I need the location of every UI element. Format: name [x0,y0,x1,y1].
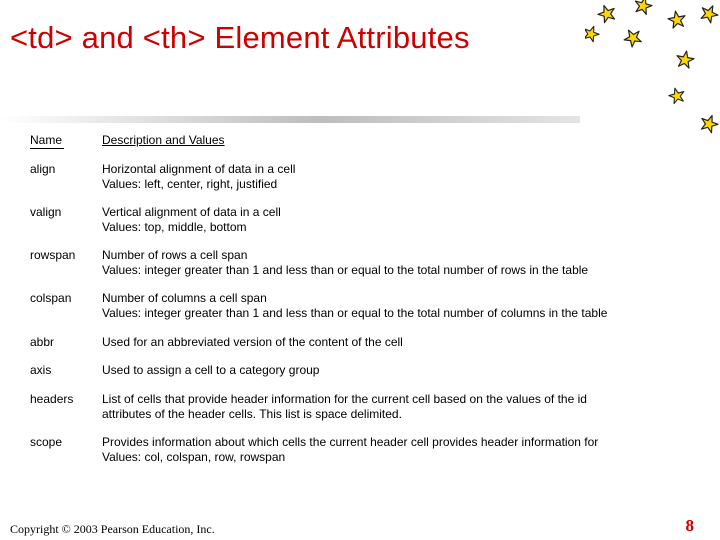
attr-description [102,248,702,277]
values-line: Values: col, colspan, row, rowspan [102,449,286,464]
attr-name: valign [30,205,62,219]
attr-description [102,392,702,421]
decorative-stars [585,0,720,150]
copyright-notice: Copyright © 2003 Pearson Education, Inc. [10,522,215,536]
attr-description [102,205,702,234]
star-icon [596,3,618,24]
values-line: Values: left, center, right, justified [102,176,278,191]
attr-name: align [30,162,56,176]
page-number: 8 [685,516,694,535]
description-line: Provides information about which cells the current header cell provides header information for [102,435,599,449]
attr-name: abbr [30,335,55,349]
attr-name: headers [30,392,74,406]
description-line: Number of columns a cell span [102,291,267,305]
star-icon [667,10,687,29]
description-line: Used for an abbreviated version of the content of the cell [102,335,403,349]
attr-description [102,435,702,464]
header-description: Description and Values [102,133,225,147]
description-line: attributes of the header cells. This list is space delimited. [102,406,402,421]
star-icon [585,24,601,43]
header-name: Name [30,133,63,147]
title-divider [0,116,580,123]
star-icon [675,50,695,69]
attr-description [102,363,702,378]
star-icon [667,86,686,104]
slide-title: <td> and <th> Element Attributes [10,20,470,55]
star-icon [698,113,720,134]
description-line: List of cells that provide header information for the current cell based on the values of the id [102,392,587,406]
attr-description [102,162,702,191]
description-line: Vertical alignment of data in a cell [102,205,281,219]
attr-description [102,291,702,320]
description-line: Used to assign a cell to a category group [102,363,320,377]
star-icon [633,0,654,15]
attr-name: rowspan [30,248,76,262]
attr-description [102,335,702,350]
description-line: Number of rows a cell span [102,248,248,262]
values-line: Values: top, middle, bottom [102,219,247,234]
description-line: Horizontal alignment of data in a cell [102,162,296,176]
attr-name: colspan [30,291,72,305]
star-icon [698,2,720,24]
attr-name: scope [30,435,63,449]
star-icon [621,26,644,49]
values-line: Values: integer greater than 1 and less than or equal to the total number of columns in the table [102,305,608,320]
values-line: Values: integer greater than 1 and less than or equal to the total number of rows in the table [102,262,589,277]
attr-name: axis [30,363,52,377]
